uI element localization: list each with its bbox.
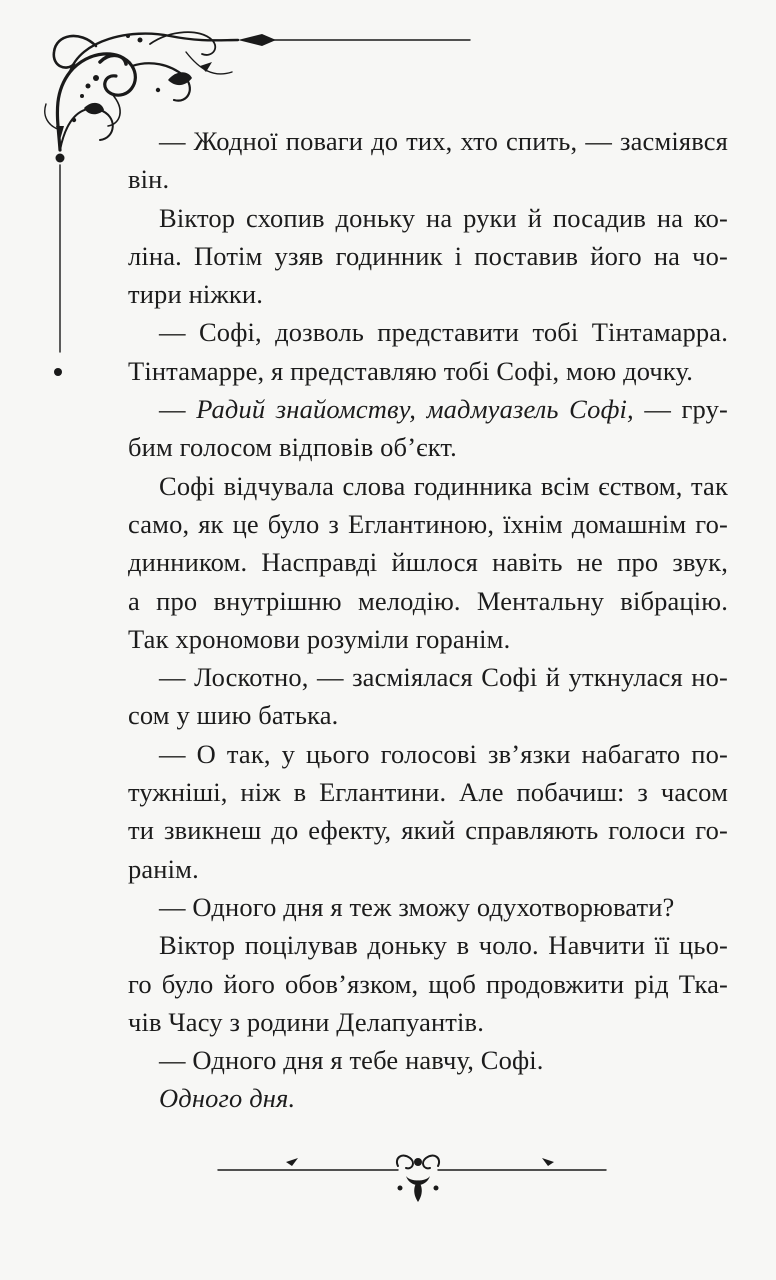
paragraph-p2 (128, 199, 728, 314)
text-segment: — Жодної поваги до тих, хто спить, — засміявся (159, 126, 728, 156)
text-segment: — Одного дня я тебе навчу, Софі. (159, 1045, 544, 1076)
text-line (128, 428, 728, 466)
text-segment: а про внутрішню мелодію. Ментальну вібрацію. (128, 585, 728, 616)
text-line (128, 926, 728, 964)
text-line (128, 160, 728, 198)
text-line (128, 543, 728, 581)
text-segment: Тінтамарре, я представляю тобі Софі, мою дочку. (128, 355, 694, 386)
paragraph-p3 (128, 313, 728, 390)
text-line (128, 1079, 728, 1117)
text-line (128, 1041, 728, 1079)
text-segment: ліна. Потім узяв годинник і поставив його на чо- (128, 240, 728, 271)
paragraph-p1 (128, 122, 728, 199)
text-segment: само, як це було з Еглантиною, їхнім домашнім го- (128, 508, 728, 539)
text-segment: бим голосом відповів об’єкт. (128, 432, 457, 463)
paragraph-p9 (128, 926, 728, 1041)
italic-text: Радий знайомству, мадмуазель Софі, (196, 394, 634, 425)
paragraph-p5 (128, 467, 728, 658)
text-line (128, 582, 728, 620)
text-line (128, 505, 728, 543)
paragraph-p11 (128, 1079, 728, 1117)
text-line (128, 1003, 728, 1041)
text-line (128, 773, 728, 811)
paragraph-p10 (128, 1041, 728, 1079)
text-line (128, 965, 728, 1003)
text-line (128, 313, 728, 351)
text-segment: го було його обов’язком, щоб продовжити рід Тка- (128, 968, 728, 999)
text-segment: — О так, у цього голосові зв’язки набагато по- (159, 738, 728, 769)
text-segment: Софі відчувала слова годинника всім єством, так (159, 470, 728, 501)
text-segment: динником. Насправді йшлося навіть не про звук, (128, 547, 728, 578)
text-line (128, 850, 728, 888)
text-line (128, 888, 728, 926)
text-line (128, 352, 728, 390)
text-line (128, 122, 728, 160)
text-segment: ти звикнеш до ефекту, який справляють голоси го- (128, 815, 728, 846)
text-segment: Віктор поцілував доньку в чоло. Навчити її цьо- (159, 930, 728, 961)
paragraph-p7 (128, 735, 728, 888)
text-segment: — Лоскотно, — засміялася Софі й уткнулася но- (159, 662, 728, 693)
paragraph-p6 (128, 658, 728, 735)
text-segment: ранім. (128, 853, 199, 884)
text-segment: — (159, 394, 197, 425)
text-segment: сом у шию батька. (128, 700, 339, 731)
text-segment: тужніші, ніж в Еглантини. Але побачиш: з часом (128, 777, 728, 808)
text-segment: — гру- (633, 394, 728, 425)
text-line (128, 620, 728, 658)
text-segment: Так хрономови розуміли горанім. (128, 623, 511, 654)
text-line (128, 467, 728, 505)
text-line (128, 275, 728, 313)
text-line (128, 390, 728, 428)
text-segment: — Одного дня я теж зможу одухотворювати? (159, 891, 675, 922)
paragraph-p4 (128, 390, 728, 467)
text-segment: тири ніжки. (128, 279, 264, 310)
text-segment: він. (128, 164, 170, 195)
text-line (128, 199, 728, 237)
text-segment: Віктор схопив доньку на руки й посадив на ко- (159, 202, 728, 233)
text-line (128, 696, 728, 734)
text-line (128, 658, 728, 696)
text-segment: чів Часу з родини Делапуантів. (128, 1006, 484, 1037)
text-line (128, 735, 728, 773)
page-body-text (128, 122, 728, 1118)
paragraph-p8 (128, 888, 728, 926)
text-line (128, 237, 728, 275)
text-line (128, 811, 728, 849)
italic-text: Одного дня. (159, 1083, 296, 1114)
text-segment: — Софі, дозволь представити тобі Тінтамарра. (159, 317, 728, 348)
